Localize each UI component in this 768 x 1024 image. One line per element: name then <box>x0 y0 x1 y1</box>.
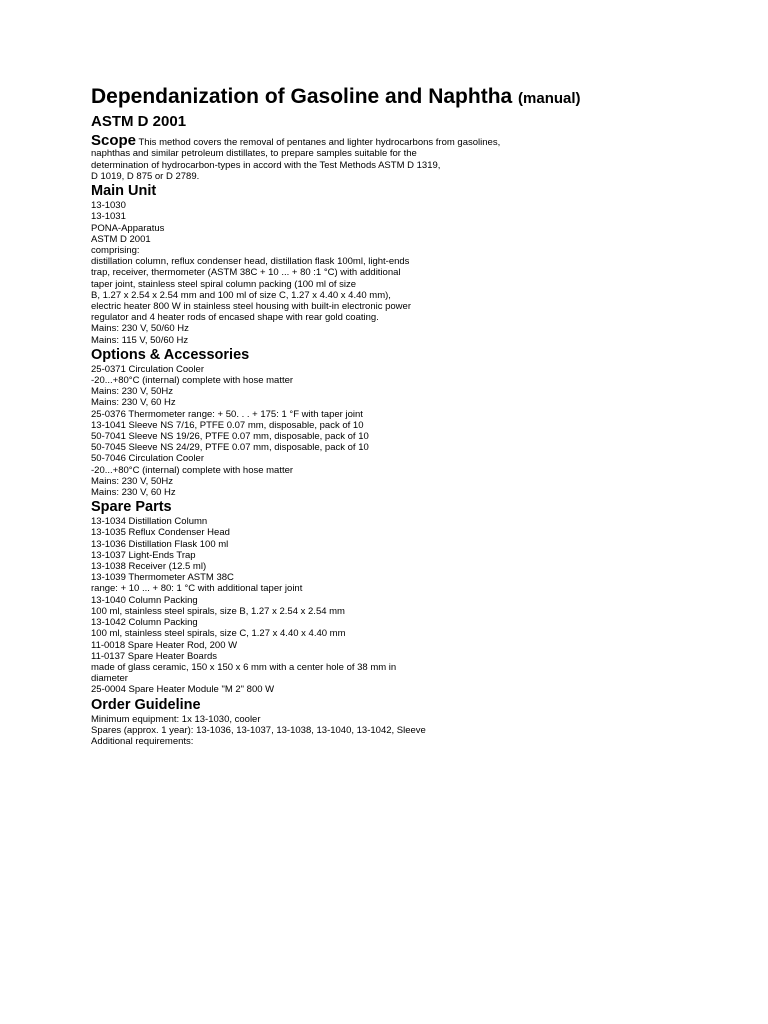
spare-parts-heading: Spare Parts <box>91 499 172 516</box>
list-item: -20...+80°C (internal) complete with hose matter <box>91 375 294 387</box>
list-item: 13-1041 Sleeve NS 7/16, PTFE 0.07 mm, disposable, pack of 10 <box>91 419 364 431</box>
standard-number: ASTM D 2001 <box>91 113 187 130</box>
order-guideline-heading: Order Guideline <box>91 696 201 713</box>
list-item: Mains: 230 V, 50Hz <box>91 475 174 487</box>
list-item: 25-0371 Circulation Cooler <box>91 363 205 375</box>
list-item: regulator and 4 heater rods of encased shape with rear gold coating. <box>91 312 379 324</box>
document-title <box>91 84 751 112</box>
list-item: 13-1036 Distillation Flask 100 ml <box>91 538 229 550</box>
list-item: comprising: <box>91 245 140 256</box>
list-item: 25-0004 Spare Heater Module "M 2" 800 W <box>91 684 275 696</box>
list-item: 50-7046 Circulation Cooler <box>91 453 205 465</box>
title-suffix: (manual) <box>518 90 581 107</box>
list-item: 50-7045 Sleeve NS 24/29, PTFE 0.07 mm, disposable, pack of 10 <box>91 442 369 454</box>
scope-line: D 1019, D 875 or D 2789. <box>91 170 200 182</box>
scope-section <box>91 133 751 182</box>
main-unit-heading: Main Unit <box>91 183 157 200</box>
list-item: Additional requirements: <box>91 735 194 747</box>
scope-heading: Scope <box>91 132 137 149</box>
list-item: electric heater 800 W in stainless steel housing with built-in electronic power <box>91 301 411 313</box>
list-item: ASTM D 2001 <box>91 233 151 245</box>
list-item: PONA-Apparatus <box>91 222 165 234</box>
document-page <box>91 84 751 747</box>
list-item: 50-7041 Sleeve NS 19/26, PTFE 0.07 mm, disposable, pack of 10 <box>91 431 369 443</box>
list-item: 100 ml, stainless steel spirals, size B, 1.27 x 2.54 x 2.54 mm <box>91 605 345 617</box>
list-item: diameter <box>91 673 128 685</box>
list-item: 100 ml, stainless steel spirals, size C, 1.27 x 4.40 x 4.40 mm <box>91 628 346 640</box>
order-guideline-list <box>91 714 751 748</box>
list-item: B, 1.27 x 2.54 x 2.54 mm and 100 ml of size C, 1.27 x 4.40 x 4.40 mm), <box>91 289 391 301</box>
list-item: 13-1037 Light-Ends Trap <box>91 549 196 561</box>
scope-line: naphthas and similar petroleum distillates, to prepare samples suitable for the <box>91 148 417 160</box>
list-item: Mains: 230 V, 60 Hz <box>91 397 176 409</box>
list-item: 13-1030 <box>91 200 126 212</box>
scope-line: determination of hydrocarbon-types in accord with the Test Methods ASTM D 1319, <box>91 159 441 171</box>
list-item: distillation column, reflux condenser head, distillation flask 100ml, light-ends <box>91 256 410 268</box>
list-item: made of glass ceramic, 150 x 150 x 6 mm with a center hole of 38 mm in <box>91 661 397 673</box>
list-item: 13-1035 Reflux Condenser Head <box>91 527 230 539</box>
scope-line: This method covers the removal of pentanes and lighter hydrocarbons from gasolines, <box>136 137 501 148</box>
list-item: Mains: 230 V, 50/60 Hz <box>91 323 189 335</box>
list-item: 13-1042 Column Packing <box>91 617 198 629</box>
list-item: 11-0137 Spare Heater Boards <box>91 650 218 662</box>
spare-parts-list <box>91 516 751 695</box>
list-item: Mains: 115 V, 50/60 Hz <box>91 334 189 346</box>
list-item: 13-1040 Column Packing <box>91 594 198 606</box>
options-list <box>91 364 751 498</box>
list-item: 13-1039 Thermometer ASTM 38C <box>91 572 234 584</box>
main-unit-list <box>91 200 751 346</box>
list-item: range: + 10 ... + 80: 1 °C with additional taper joint <box>91 583 303 595</box>
list-item: taper joint, stainless steel spiral column packing (100 ml of size <box>91 278 357 290</box>
list-item: 13-1034 Distillation Column <box>91 516 208 528</box>
list-item: trap, receiver, thermometer (ASTM 38C + 10 ... + 80 :1 °C) with additional <box>91 267 401 279</box>
options-heading: Options & Accessories <box>91 346 250 363</box>
list-item: 25-0376 Thermometer range: + 50. . . + 175: 1 °F with taper joint <box>91 408 363 420</box>
list-item: 13-1038 Receiver (12.5 ml) <box>91 561 207 573</box>
list-item: 13-1031 <box>91 211 126 223</box>
list-item: 11-0018 Spare Heater Rod, 200 W <box>91 639 238 651</box>
list-item: Minimum equipment: 1x 13-1030, cooler <box>91 713 261 725</box>
list-item: Spares (approx. 1 year): 13-1036, 13-1037, 13-1038, 13-1040, 13-1042, Sleeve <box>91 724 426 736</box>
list-item: -20...+80°C (internal) complete with hose matter <box>91 464 294 476</box>
title-text: Dependanization of Gasoline and Naphtha <box>91 85 513 108</box>
list-item: Mains: 230 V, 50Hz <box>91 386 174 398</box>
list-item: Mains: 230 V, 60 Hz <box>91 487 176 499</box>
